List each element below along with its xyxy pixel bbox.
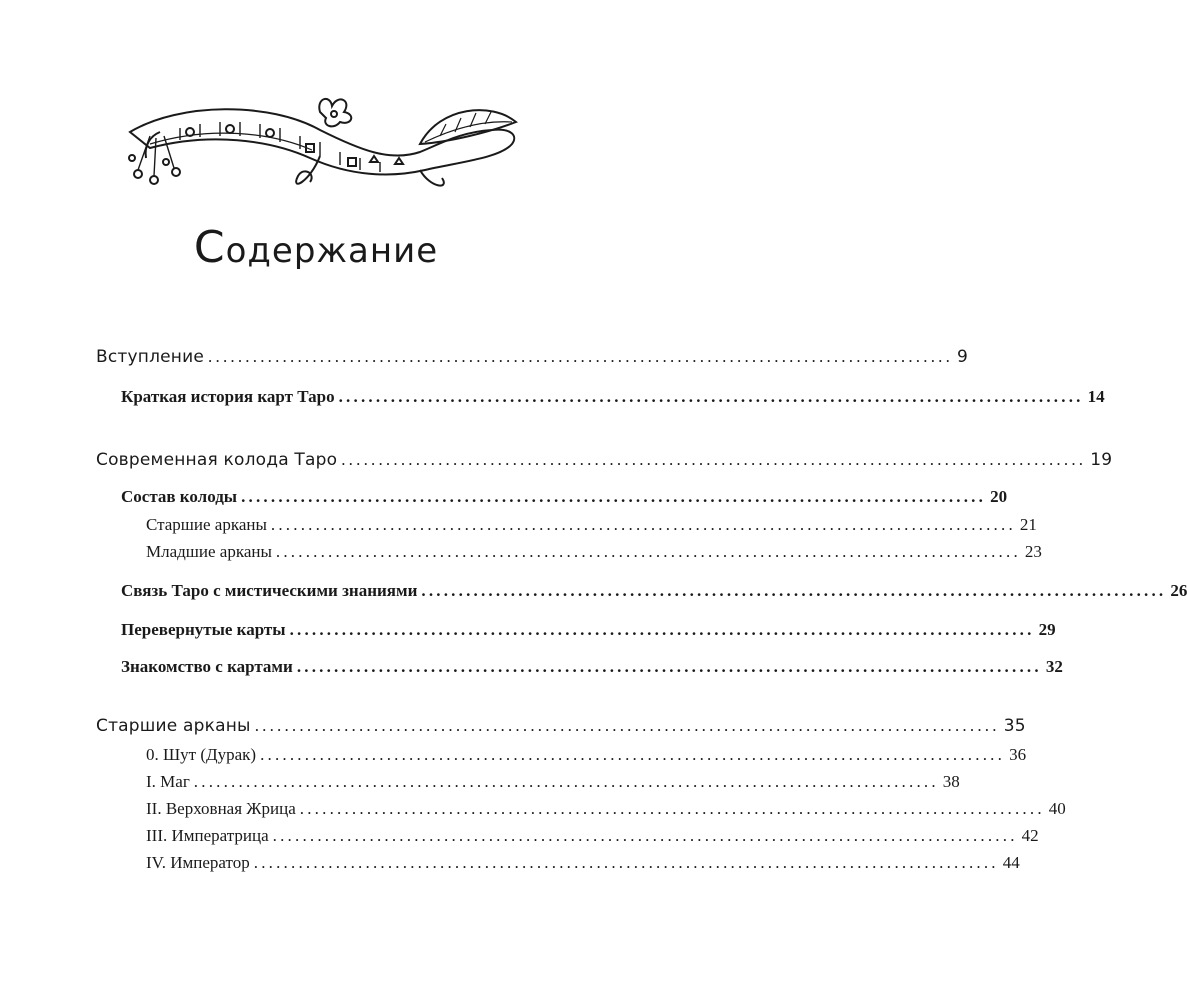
toc-entry-page: 23 [1024,542,1042,561]
toc-entry-page: 9 [957,347,969,367]
toc-leader-dots: .................................................................................................... [270,515,1016,534]
toc-entry-label: I. Маг [146,772,190,791]
toc-entry[interactable] [146,825,1039,847]
toc-entry[interactable] [96,715,1026,737]
toc-entry-label: Младшие арканы [146,542,272,561]
toc-entry-label: Перевернутые карты [121,620,286,639]
toc-entry-page: 35 [1003,716,1026,736]
toc-entry-page: 19 [1090,450,1113,470]
toc-leader-dots: .................................................................................................... [193,772,939,791]
toc-leader-dots: .................................................................................................... [289,620,1035,639]
toc-entry-label: Краткая история карт Таро [121,387,335,406]
toc-leader-dots: .................................................................................................... [275,542,1021,561]
toc-entry[interactable] [146,771,960,793]
toc-entry-label: Старшие арканы [96,716,251,736]
toc-entry-label: Старшие арканы [146,515,267,534]
toc-entry[interactable] [146,541,1042,563]
toc-leader-dots: .................................................................................................... [260,745,1006,764]
toc-leader-dots: .................................................................................................... [299,799,1045,818]
toc-entry-page: 44 [1002,853,1020,872]
toc-entry-label: IV. Император [146,853,250,872]
toc-entry[interactable] [96,346,969,368]
toc-entry-page: 40 [1048,799,1066,818]
toc-entry[interactable] [146,514,1037,536]
toc-leader-dots: .................................................................................................... [272,826,1018,845]
toc-entry[interactable] [146,798,1066,820]
toc-entry[interactable] [121,386,1105,408]
toc-entry-label: Вступление [96,347,205,367]
toc-entry-label: III. Императрица [146,826,269,845]
toc-leader-dots: .................................................................................................... [296,657,1042,676]
toc-leader-dots: .................................................................................................... [421,581,1167,600]
toc-entry-page: 29 [1038,620,1056,639]
toc-entry[interactable] [146,852,1020,874]
toc-leader-dots: .................................................................................................... [338,387,1084,406]
toc-entry-page: 32 [1045,657,1063,676]
toc-entry-page: 36 [1009,745,1027,764]
toc-entry-label: 0. Шут (Дурак) [146,745,257,764]
toc-entry-page: 26 [1170,581,1187,600]
toc-entry-label: Связь Таро с мистическими знаниями [121,581,418,600]
toc-entry[interactable] [121,619,1056,641]
toc-entry-label: Знакомство с картами [121,657,293,676]
toc-entry-label: Состав колоды [121,487,238,506]
toc-entry-page: 21 [1019,515,1037,534]
toc-entry-page: 38 [942,772,960,791]
toc-leader-dots: .................................................................................................... [253,853,999,872]
toc-entry-page: 20 [990,487,1008,506]
toc-leader-dots: .................................................................................................... [341,450,1087,469]
toc-entry-page: 14 [1087,387,1105,406]
toc-entry-label: II. Верховная Жрица [146,799,296,818]
toc-entry[interactable] [121,580,1187,602]
toc-leader-dots: .................................................................................................... [254,716,1000,735]
toc-entry[interactable] [146,744,1027,766]
toc-entry-label: Современная колода Таро [96,450,338,470]
title-rest: одержание [225,231,439,271]
title-initial: С [193,222,226,273]
toc-entry[interactable] [121,486,1008,508]
toc-entry[interactable] [121,656,1063,678]
toc-leader-dots: .................................................................................................... [208,347,954,366]
toc-entry-page: 42 [1021,826,1039,845]
toc-leader-dots: .................................................................................................... [241,487,987,506]
toc-entry[interactable] [96,449,1113,471]
